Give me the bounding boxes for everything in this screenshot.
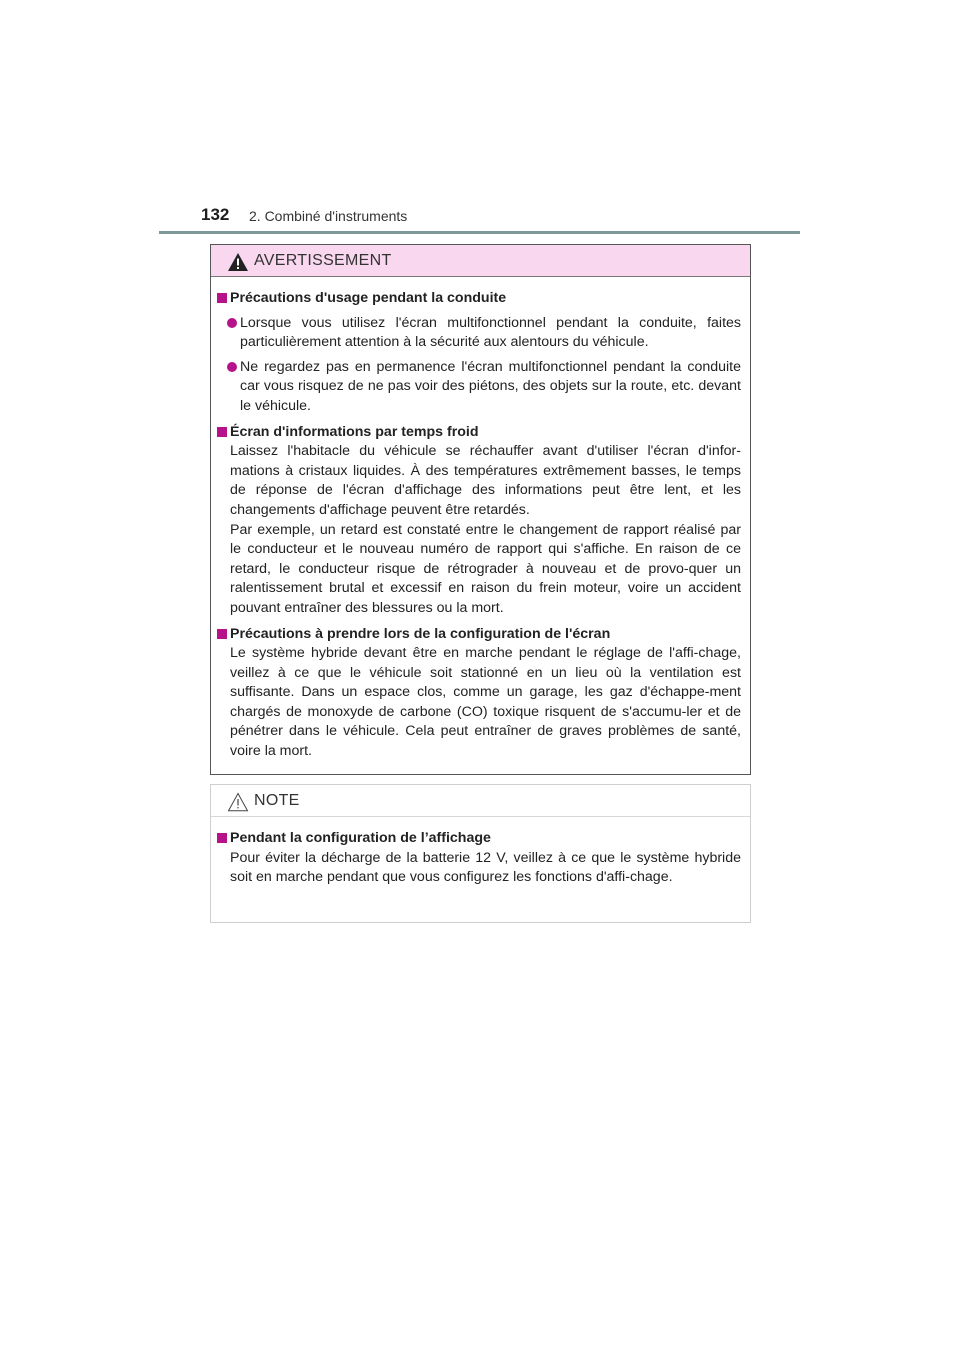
paragraph: Pour éviter la décharge de la batterie 12 V, veillez à ce que le système hybride soit en marche pendant que vous configurez les fonctions d'affi-chage. [230,849,741,886]
page-number: 132 [201,205,230,224]
warning-box [210,244,751,775]
header-rule [159,231,800,234]
square-bullet-icon [217,833,227,843]
paragraph: Le système hybride devant être en marche pendant le réglage de l'affi-chage, veillez à ce que le véhicule soit stationné en un lieu où la ventilation est suffisante. Dans un espace clos, comme un garage, les gaz d'échappe-ment chargés de monoxyde de carbone (CO) toxique risquent de s'accumu-ler et de pénétrer dans le véhicule. Cela peut entraîner de graves problèmes de santé, voire la mort. [230,645,741,760]
note-box [210,784,751,923]
warning-section-configuration [217,625,741,762]
list-item: Ne regardez pas en permanence l'écran multifonctionnel pendant la conduite car vous risquez de ne pas voir des piétons, des objets sur la route, etc. devant le véhicule. [217,358,741,417]
square-bullet-icon [217,293,227,303]
page-header [201,205,761,227]
round-bullet-icon [227,318,237,328]
caution-triangle-icon [227,792,249,812]
warning-body [211,277,750,762]
section-title: Pendant la configuration de l’affichage [217,829,741,849]
note-box-header [211,785,750,817]
warning-label: AVERTISSEMENT [254,252,392,269]
chapter-title: 2. Combiné d'instruments [249,208,408,224]
square-bullet-icon [217,629,227,639]
section-title: Écran d'informations par temps froid [217,423,741,443]
section-title: Précautions d'usage pendant la conduite [217,289,741,309]
warning-box-header [211,245,750,277]
warning-section-cold [217,423,741,619]
list-item: Lorsque vous utilisez l'écran multifonctionnel pendant la conduite, faites particulièrement attention à la sécurité aux alentours du véhicule. [217,314,741,353]
paragraph: Par exemple, un retard est constaté entre le changement de rapport réalisé par le conducteur et le nouveau numéro de rapport qui s'affiche. En raison de ce retard, le conducteur risque de rétrograder à nouveau et de provo-quer un ralentissement brutal et excessif en raison du frein moteur, voire un accident pouvant entraîner des blessures ou la mort. [230,521,741,616]
square-bullet-icon [217,427,227,437]
note-label: NOTE [254,792,300,809]
warning-section-driving [217,289,741,417]
warning-triangle-icon [227,252,249,272]
round-bullet-icon [227,362,237,372]
section-title: Précautions à prendre lors de la configuration de l'écran [217,625,741,645]
paragraph: Laissez l'habitacle du véhicule se réchauffer avant d'utiliser l'écran d'infor-mations à cristaux liquides. À des températures extrêmement basses, le temps de réponse de l'écran d'affichage des informations peut être lent, et les changements d'affichage peuvent être retardés. [230,443,741,518]
note-section-display [217,829,741,888]
note-body [211,817,750,888]
